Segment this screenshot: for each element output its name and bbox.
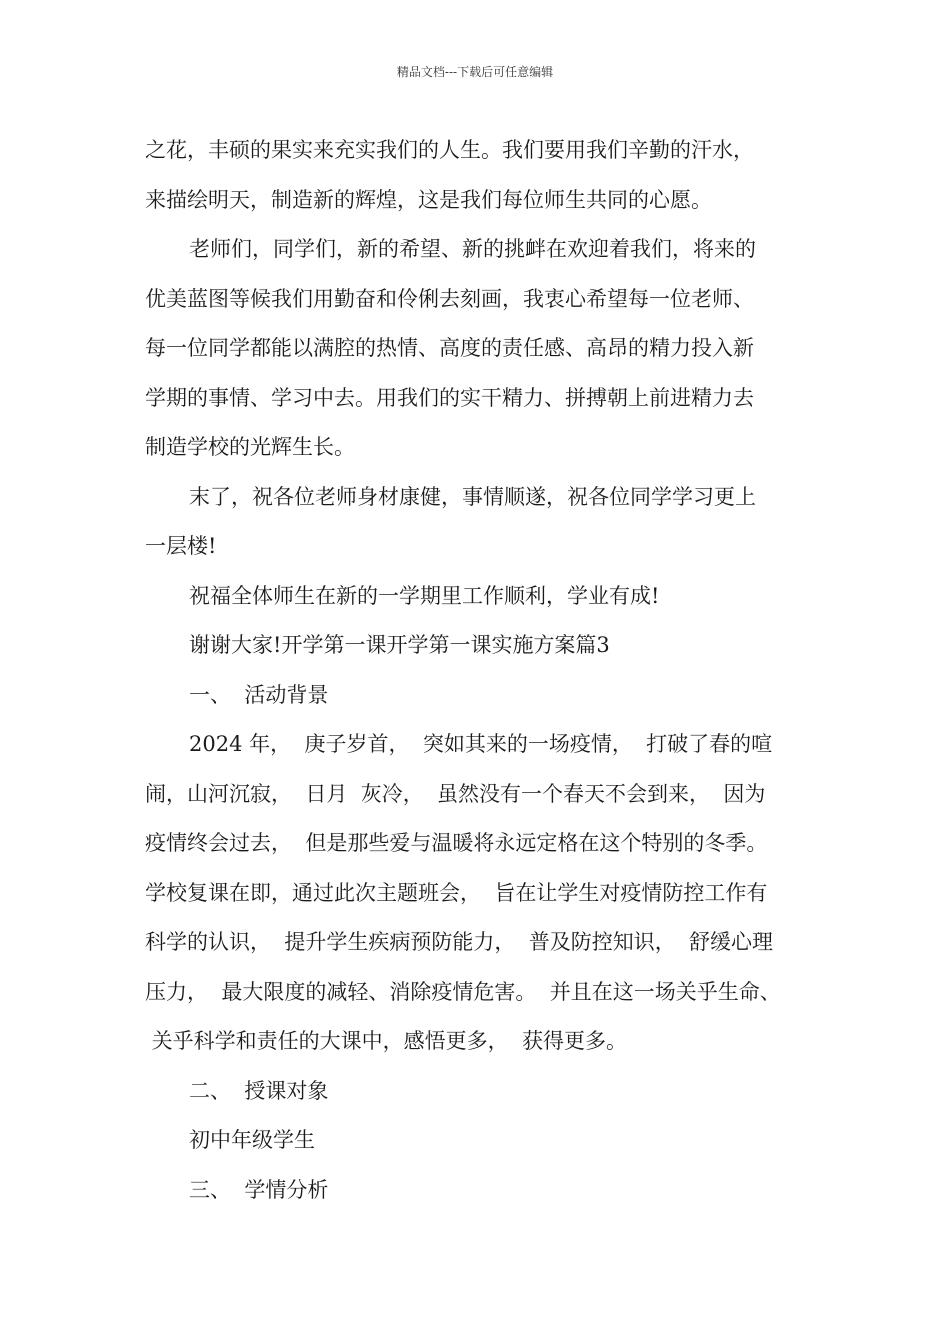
body-line: 关乎科学和责任的大课中，感悟更多， 获得更多。 bbox=[145, 1029, 628, 1053]
body-line: 一层楼! bbox=[145, 534, 217, 558]
body-line: 祝福全体师生在新的一学期里工作顺利，学业有成! bbox=[189, 583, 660, 608]
body-line: 压力， 最大限度的减轻、消除疫情危害。 并且在这一场关乎生命、 bbox=[145, 979, 781, 1004]
body-line: 学校复课在即，通过此次主题班会， 旨在让学生对疫情防控工作有 bbox=[145, 880, 768, 905]
section-heading: 三、 学情分析 bbox=[189, 1177, 329, 1202]
body-line: 科学的认识， 提升学生疾病预防能力， 普及防控知识， 舒缓心理 bbox=[145, 930, 774, 954]
body-line: 初中年级学生 bbox=[189, 1128, 315, 1152]
body-line: 学期的事情、学习中去。用我们的实干精力、拼搏朝上前进精力去 bbox=[145, 385, 754, 410]
document-body bbox=[145, 126, 835, 1215]
body-line: 疫情终会过去， 但是那些爱与温暖将永远定格在这个特别的冬季。 bbox=[145, 831, 768, 855]
body-line: 谢谢大家!开学第一课开学第一课实施方案篇3 bbox=[189, 633, 610, 657]
body-line: 优美蓝图等候我们用勤奋和伶俐去刻画，我衷心希望每一位老师、 bbox=[145, 286, 754, 311]
body-line: 来描绘明天，制造新的辉煌，这是我们每位师生共同的心愿。 bbox=[145, 187, 712, 212]
section-heading: 一、 活动背景 bbox=[189, 682, 329, 707]
body-line: 闹，山河沉寂， 日月 灰冷， 虽然没有一个春天不会到来， 因为 bbox=[145, 781, 766, 806]
body-line: 之花，丰硕的果实来充实我们的人生。我们要用我们辛勤的汗水， bbox=[145, 138, 754, 162]
body-line: 老师们，同学们，新的希望、新的挑衅在欢迎着我们，将来的 bbox=[189, 237, 756, 261]
body-line: 每一位同学都能以满腔的热情、高度的责任感、高昂的精力投入新 bbox=[145, 336, 754, 360]
page-header: 精品文档---下载后可任意编辑 bbox=[396, 65, 554, 79]
body-line: 2024 年， 庚子岁首， 突如其来的一场疫情， 打破了春的喧 bbox=[189, 732, 773, 756]
section-heading: 二、 授课对象 bbox=[189, 1078, 329, 1103]
body-line: 末了，祝各位老师身材康健，事情顺遂，祝各位同学学习更上 bbox=[189, 484, 756, 509]
body-line: 制造学校的光辉生长。 bbox=[145, 435, 355, 459]
